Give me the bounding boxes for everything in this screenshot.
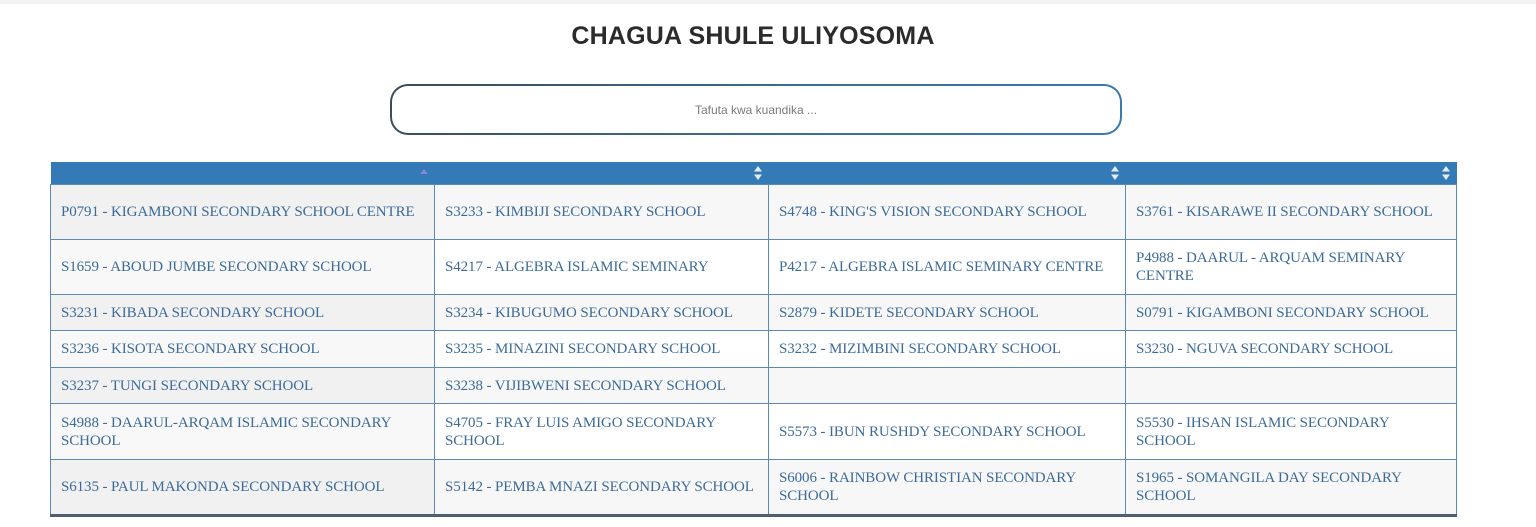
school-cell[interactable]: S3236 - KISOTA SECONDARY SCHOOL — [51, 331, 435, 368]
sort-asc-icon — [419, 165, 429, 181]
table-header-row — [51, 162, 1457, 185]
school-cell[interactable]: S4217 - ALGEBRA ISLAMIC SEMINARY — [435, 240, 769, 295]
table-row — [51, 404, 1457, 460]
school-cell[interactable]: S3233 - KIMBIJI SECONDARY SCHOOL — [435, 185, 769, 240]
school-cell[interactable]: S5142 - PEMBA MNAZI SECONDARY SCHOOL — [435, 460, 769, 516]
column-header-3[interactable] — [769, 162, 1126, 185]
page-title: CHAGUA SHULE ULIYOSOMA — [571, 22, 935, 50]
table-row — [51, 331, 1457, 368]
school-cell[interactable]: P0791 - KIGAMBONI SECONDARY SCHOOL CENTRE — [51, 185, 435, 240]
school-cell[interactable]: S4748 - KING'S VISION SECONDARY SCHOOL — [769, 185, 1126, 240]
school-cell[interactable]: S6135 - PAUL MAKONDA SECONDARY SCHOOL — [51, 460, 435, 516]
empty-cell — [1126, 368, 1457, 404]
school-cell[interactable]: S6006 - RAINBOW CHRISTIAN SECONDARY SCHOOL — [769, 460, 1126, 516]
empty-cell — [769, 368, 1126, 404]
school-cell[interactable]: S3237 - TUNGI SECONDARY SCHOOL — [51, 368, 435, 404]
school-cell[interactable]: S4988 - DAARUL-ARQAM ISLAMIC SECONDARY SCHOOL — [51, 404, 435, 460]
school-cell[interactable]: S2879 - KIDETE SECONDARY SCHOOL — [769, 295, 1126, 331]
column-header-1[interactable] — [51, 162, 435, 185]
sort-both-icon — [1441, 165, 1451, 181]
table-row — [51, 460, 1457, 516]
sort-both-icon — [753, 165, 763, 181]
school-cell[interactable]: S0791 - KIGAMBONI SECONDARY SCHOOL — [1126, 295, 1457, 331]
school-cell[interactable]: S3230 - NGUVA SECONDARY SCHOOL — [1126, 331, 1457, 368]
school-cell[interactable]: S4705 - FRAY LUIS AMIGO SECONDARY SCHOOL — [435, 404, 769, 460]
table-row — [51, 368, 1457, 404]
school-cell[interactable]: S3231 - KIBADA SECONDARY SCHOOL — [51, 295, 435, 331]
school-cell[interactable]: S1659 - ABOUD JUMBE SECONDARY SCHOOL — [51, 240, 435, 295]
school-cell[interactable]: S3761 - KISARAWE II SECONDARY SCHOOL — [1126, 185, 1457, 240]
search-box — [390, 84, 1122, 135]
school-cell[interactable]: P4217 - ALGEBRA ISLAMIC SEMINARY CENTRE — [769, 240, 1126, 295]
school-cell[interactable]: S5530 - IHSAN ISLAMIC SECONDARY SCHOOL — [1126, 404, 1457, 460]
table-row — [51, 240, 1457, 295]
schools-table — [50, 162, 1457, 517]
school-cell[interactable]: S1965 - SOMANGILA DAY SECONDARY SCHOOL — [1126, 460, 1457, 516]
school-cell[interactable]: P4988 - DAARUL - ARQUAM SEMINARY CENTRE — [1126, 240, 1457, 295]
school-cell[interactable]: S3238 - VIJIBWENI SECONDARY SCHOOL — [435, 368, 769, 404]
school-cell[interactable]: S3232 - MIZIMBINI SECONDARY SCHOOL — [769, 331, 1126, 368]
top-border-strip — [0, 0, 1536, 4]
column-header-2[interactable] — [435, 162, 769, 185]
search-input[interactable] — [392, 86, 1120, 133]
table-row — [51, 295, 1457, 331]
sort-both-icon — [1110, 165, 1120, 181]
school-cell[interactable]: S3234 - KIBUGUMO SECONDARY SCHOOL — [435, 295, 769, 331]
school-cell[interactable]: S3235 - MINAZINI SECONDARY SCHOOL — [435, 331, 769, 368]
column-header-4[interactable] — [1126, 162, 1457, 185]
school-cell[interactable]: S5573 - IBUN RUSHDY SECONDARY SCHOOL — [769, 404, 1126, 460]
table-row — [51, 185, 1457, 240]
